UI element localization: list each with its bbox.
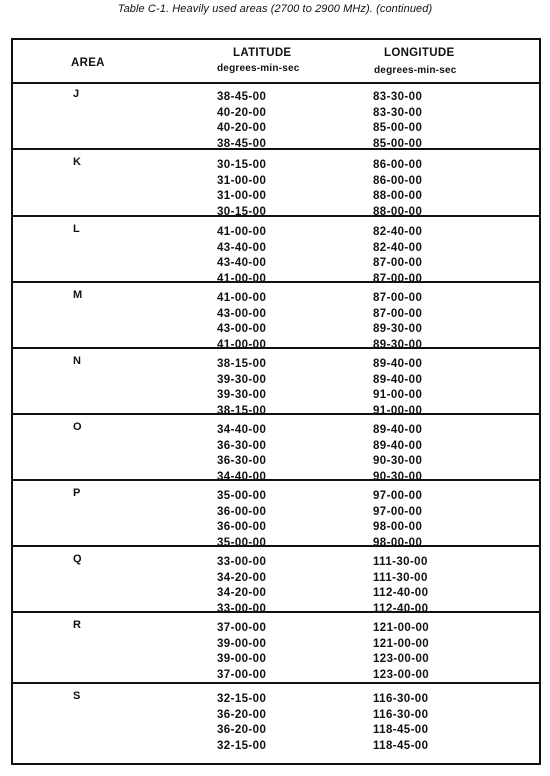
latitude-values — [217, 357, 266, 419]
longitude-values — [373, 158, 422, 220]
longitude-values — [373, 423, 422, 485]
longitude-cell: 121-00-00 — [373, 622, 430, 634]
latitude-cell: 38-15-00 — [217, 358, 267, 370]
area-group — [13, 148, 539, 218]
longitude-cell: 111-30-00 — [373, 556, 428, 568]
latitude-values — [217, 225, 266, 287]
longitude-cell: 82-40-00 — [373, 226, 423, 238]
latitude-cell: 38-45-00 — [217, 91, 267, 103]
latitude-cell: 33-00-00 — [217, 556, 267, 568]
latitude-cell: 41-00-00 — [217, 292, 267, 304]
longitude-cell: 89-40-00 — [373, 439, 423, 452]
latitude-values — [217, 291, 266, 353]
latitude-cell: 39-00-00 — [217, 653, 267, 665]
latitude-cell: 37-00-00 — [217, 622, 267, 634]
latitude-values — [217, 692, 266, 754]
longitude-cell: 89-40-00 — [373, 424, 423, 436]
header-longitude: LONGITUDE — [384, 47, 455, 59]
latitude-cell: 32-15-00 — [217, 739, 267, 752]
latitude-cell: 43-00-00 — [217, 323, 267, 335]
longitude-values — [373, 555, 428, 617]
longitude-cell: 82-40-00 — [373, 241, 423, 254]
longitude-cell: 87-00-00 — [373, 292, 423, 304]
area-group — [13, 545, 539, 615]
header-latitude: LATITUDE — [233, 47, 292, 59]
latitude-cell: 43-40-00 — [217, 257, 267, 269]
longitude-cell: 118-45-00 — [373, 739, 429, 752]
area-label: O — [73, 421, 82, 433]
longitude-cell: 121-00-00 — [373, 637, 430, 650]
latitude-cell: 41-00-00 — [217, 272, 267, 285]
coordinates-table — [11, 38, 541, 765]
latitude-cell: 36-30-00 — [217, 455, 267, 467]
latitude-values — [217, 489, 266, 551]
longitude-cell: 89-30-00 — [373, 338, 423, 351]
area-label: N — [73, 355, 81, 367]
longitude-cell: 89-40-00 — [373, 373, 423, 386]
header-latitude-unit: degrees-min-sec — [217, 63, 300, 74]
area-label: P — [73, 487, 81, 499]
longitude-cell: 88-00-00 — [373, 205, 423, 218]
longitude-cell: 97-00-00 — [373, 505, 423, 518]
table-header — [13, 40, 539, 84]
longitude-values — [373, 291, 422, 353]
latitude-cell: 40-20-00 — [217, 106, 267, 119]
latitude-cell: 36-00-00 — [217, 505, 267, 518]
latitude-values — [217, 90, 266, 152]
area-label: R — [73, 619, 81, 631]
longitude-cell: 97-00-00 — [373, 490, 423, 502]
latitude-cell: 41-00-00 — [217, 338, 267, 351]
header-longitude-unit: degrees-min-sec — [374, 65, 457, 76]
area-label: Q — [73, 553, 82, 565]
longitude-cell: 86-00-00 — [373, 159, 423, 171]
latitude-cell: 30-15-00 — [217, 205, 267, 218]
latitude-cell: 43-00-00 — [217, 307, 267, 320]
longitude-cell: 87-00-00 — [373, 272, 423, 285]
latitude-cell: 30-15-00 — [217, 159, 267, 171]
latitude-cell: 40-20-00 — [217, 122, 267, 134]
area-group — [13, 215, 539, 285]
table-caption: Table C-1. Heavily used areas (2700 to 2900 MHz). (continued) — [117, 3, 433, 15]
latitude-cell: 41-00-00 — [217, 226, 267, 238]
longitude-cell: 118-45-00 — [373, 724, 429, 736]
longitude-values — [373, 489, 422, 551]
longitude-values — [373, 692, 428, 754]
latitude-cell: 38-15-00 — [217, 404, 267, 417]
latitude-cell: 34-20-00 — [217, 587, 267, 599]
longitude-cell: 111-30-00 — [373, 571, 428, 584]
area-label: M — [73, 289, 83, 301]
latitude-cell: 38-45-00 — [217, 137, 267, 150]
latitude-cell: 34-40-00 — [217, 470, 267, 483]
longitude-cell: 123-00-00 — [373, 653, 430, 665]
longitude-values — [373, 621, 429, 683]
latitude-cell: 43-40-00 — [217, 241, 267, 254]
area-group — [13, 682, 539, 763]
latitude-values — [217, 621, 266, 683]
latitude-cell: 33-00-00 — [217, 602, 267, 615]
area-label: J — [73, 88, 80, 100]
latitude-cell: 36-00-00 — [217, 521, 267, 533]
longitude-cell: 85-00-00 — [373, 137, 423, 150]
latitude-cell: 31-00-00 — [217, 174, 267, 187]
latitude-cell: 36-20-00 — [217, 724, 267, 736]
area-group — [13, 611, 539, 682]
longitude-cell: 91-00-00 — [373, 404, 423, 417]
longitude-values — [373, 225, 422, 287]
latitude-cell: 31-00-00 — [217, 190, 267, 202]
latitude-values — [217, 158, 266, 220]
longitude-cell: 98-00-00 — [373, 521, 423, 533]
longitude-cell: 123-00-00 — [373, 668, 430, 681]
latitude-cell: 34-20-00 — [217, 571, 267, 584]
area-label: S — [73, 690, 81, 702]
longitude-cell: 83-30-00 — [373, 91, 423, 103]
longitude-cell: 98-00-00 — [373, 536, 423, 549]
area-group — [13, 347, 539, 417]
longitude-cell: 83-30-00 — [373, 106, 423, 119]
latitude-cell: 32-15-00 — [217, 693, 267, 705]
longitude-cell: 112-40-00 — [373, 587, 429, 599]
longitude-cell: 87-00-00 — [373, 257, 423, 269]
area-label: K — [73, 156, 81, 168]
latitude-values — [217, 555, 266, 617]
longitude-cell: 89-40-00 — [373, 358, 423, 370]
longitude-cell: 90-30-00 — [373, 470, 423, 483]
longitude-cell: 91-00-00 — [373, 389, 423, 401]
area-group — [13, 413, 539, 483]
longitude-cell: 86-00-00 — [373, 174, 423, 187]
longitude-cell: 116-30-00 — [373, 693, 429, 705]
latitude-cell: 34-40-00 — [217, 424, 267, 436]
latitude-cell: 35-00-00 — [217, 490, 267, 502]
latitude-cell: 39-00-00 — [217, 637, 267, 650]
latitude-cell: 36-30-00 — [217, 439, 267, 452]
latitude-cell: 39-30-00 — [217, 373, 267, 386]
longitude-cell: 85-00-00 — [373, 122, 423, 134]
longitude-values — [373, 90, 422, 152]
longitude-cell: 88-00-00 — [373, 190, 423, 202]
header-area: AREA — [71, 57, 105, 69]
area-label: L — [73, 223, 80, 235]
longitude-cell: 90-30-00 — [373, 455, 423, 467]
latitude-cell: 36-20-00 — [217, 708, 267, 721]
latitude-cell: 39-30-00 — [217, 389, 267, 401]
longitude-cell: 87-00-00 — [373, 307, 423, 320]
area-group — [13, 281, 539, 351]
area-group — [13, 479, 539, 549]
area-group — [13, 82, 539, 148]
longitude-cell: 112-40-00 — [373, 602, 429, 615]
latitude-values — [217, 423, 266, 485]
longitude-cell: 116-30-00 — [373, 708, 429, 721]
latitude-cell: 35-00-00 — [217, 536, 267, 549]
longitude-values — [373, 357, 422, 419]
latitude-cell: 37-00-00 — [217, 668, 267, 681]
longitude-cell: 89-30-00 — [373, 323, 423, 335]
